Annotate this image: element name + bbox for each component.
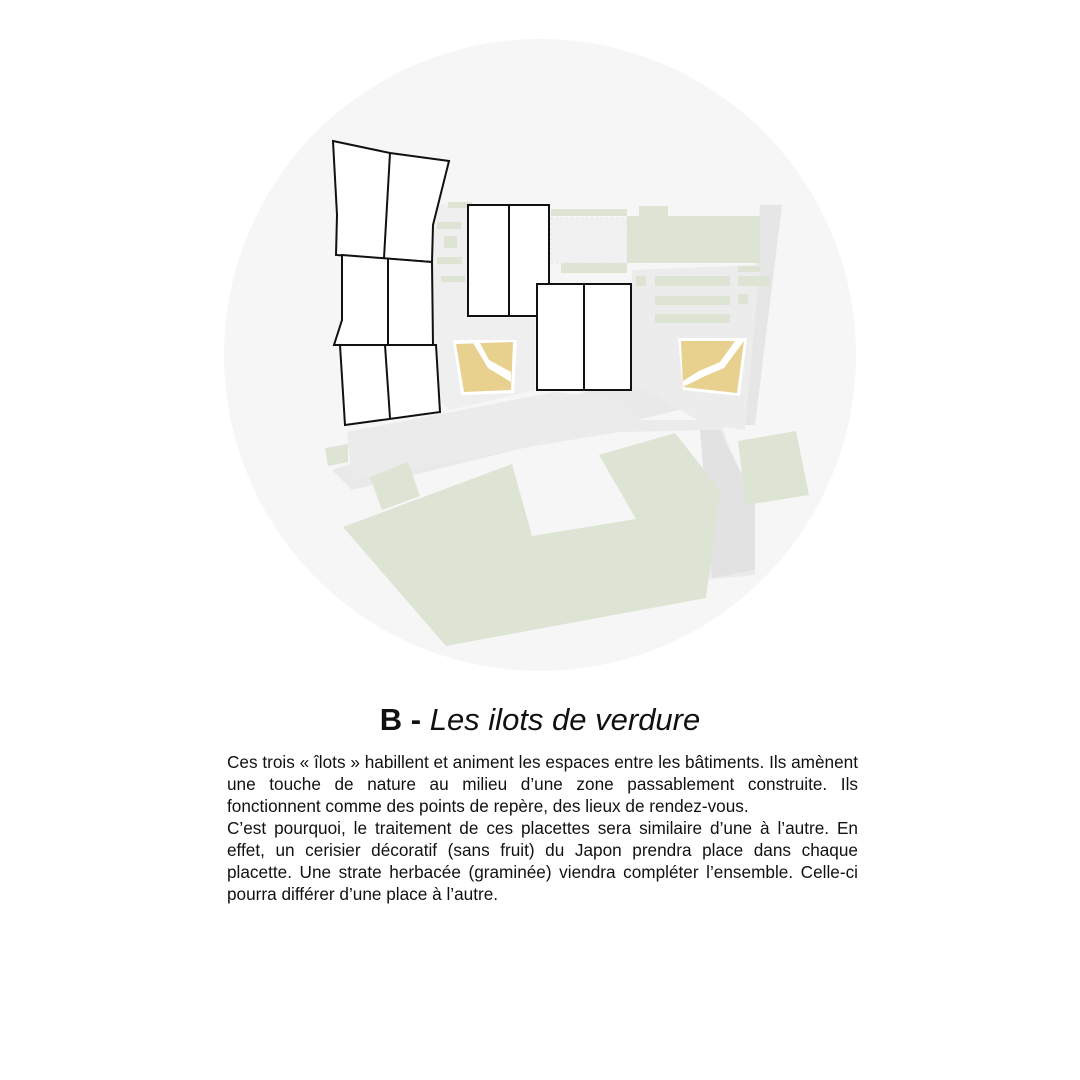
detail-strip [738,266,760,272]
north-east-lawn [627,216,760,263]
section-title: Les ilots de verdure [429,702,701,737]
detail-strip [437,257,462,264]
detail-strip [561,263,627,273]
description-paragraph-1: Ces trois « îlots » habillent et animent les espaces entre les bâtiments. Ils amènent une touche de nature au milieu d’une zone passablement construite. Ils fonctionnent comme des points de repère, des lieux de rendez-vous. [227,752,858,816]
detail-strip [655,296,730,305]
detail-strip [437,222,461,229]
detail-strip [655,314,730,323]
dotted-parking-area [551,218,627,263]
placette-west [453,340,517,395]
building-west-middle [334,255,433,345]
description-text [227,751,858,905]
detail-strip [551,209,627,216]
building-west-north [333,141,449,262]
placette-east [678,338,747,396]
detail-strip [636,276,646,286]
detail-strip [655,276,730,286]
description-paragraph-2: C’est pourquoi, le traitement de ces placettes sera similaire d’une à l’autre. En effet, un cerisier décoratif (sans fruit) du Japon prendra place dans chaque placette. Une strate herbacée (graminée) viendra compléter l’ensemble. Celle-ci pourra différer d’une place à l’autre. [227,818,858,904]
detail-strip [738,276,770,286]
detail-strip [639,206,668,216]
section-heading [0,700,1080,740]
section-letter: B [379,702,403,737]
detail-strip [444,236,457,248]
detail-strip [738,294,748,304]
placette-west-planting [456,342,513,392]
heading-separator: - [402,702,430,737]
detail-strip [441,276,465,282]
